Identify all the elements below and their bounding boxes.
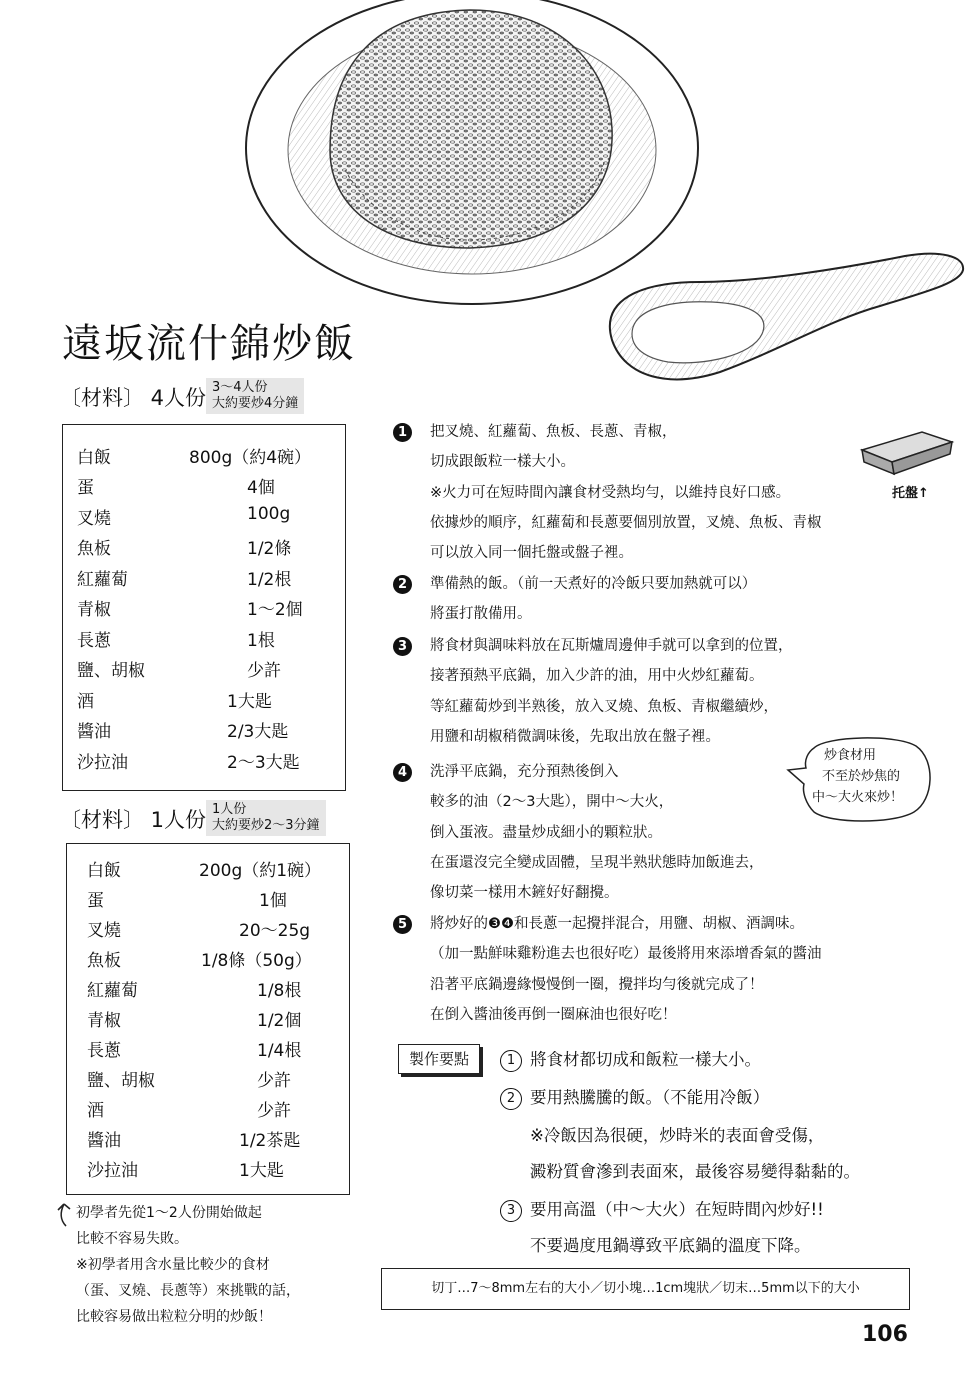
ingredients-4-note: 3～4人份 大約要炒4分鐘 <box>206 378 304 414</box>
ingredient-row: 鹽、胡椒 少許 <box>87 1071 291 1091</box>
beginner-note-line: （蛋、叉燒、長蔥等）來挑戰的話， <box>76 1283 300 1299</box>
ingredient-row: 蛋 4個 <box>77 478 275 498</box>
ingredient-row: 紅蘿蔔 1/2根 <box>77 570 292 590</box>
ingredient-row: 醬油 1/2茶匙 <box>87 1131 301 1151</box>
ingredient-row: 長蔥 1/4根 <box>87 1041 302 1061</box>
ingredient-row: 紅蘿蔔 1/8根 <box>87 981 302 1001</box>
beginner-note-line: 初學者先從1～2人份開始做起 <box>76 1205 262 1221</box>
tray-label: 托盤↑ <box>892 486 929 501</box>
tip-item: ※冷飯因為很硬，炒時米的表面會受傷， <box>530 1126 825 1145</box>
ingredients-1-box <box>66 843 350 1195</box>
tips-label: 製作要點 <box>398 1044 480 1074</box>
cut-definitions: 切丁…7～8mm左右的大小／切小塊…1cm塊狀／切末…5mm以下的大小 <box>381 1268 910 1310</box>
ingredient-row: 沙拉油 1大匙 <box>87 1161 284 1181</box>
page-title: 遠坂流什錦炒飯 <box>62 321 356 367</box>
beginner-note-line: 比較不容易失敗。 <box>76 1231 188 1247</box>
ingredient-row: 沙拉油 2～3大匙 <box>77 753 300 773</box>
ingredients-1-note: 1人份 大約要炒2～3分鐘 <box>206 800 326 836</box>
ingredient-row: 酒 少許 <box>87 1101 291 1121</box>
ingredients-4-box <box>62 424 346 791</box>
tip-item: 2 要用熱騰騰的飯。（不能用冷飯） <box>500 1084 769 1110</box>
ingredient-row: 魚板 1/2條 <box>77 539 292 559</box>
ingredient-row: 醬油 2/3大匙 <box>77 722 289 742</box>
tip-item: 澱粉質會滲到表面來，最後容易變得黏黏的。 <box>530 1162 860 1181</box>
page-number: 106 <box>862 1322 908 1347</box>
ingredient-row: 叉燒 100g <box>77 504 291 529</box>
speech-bubble: 炒食材用 不至於炒焦的 中～大火來炒！ <box>786 734 936 824</box>
fried-rice-mound <box>330 10 612 248</box>
ingredients-1-heading: 〔材料〕 1人份 <box>60 808 207 832</box>
ingredient-row: 長蔥 1根 <box>77 631 275 651</box>
beginner-note-line: 比較容易做出粒粒分明的炒飯！ <box>76 1309 272 1325</box>
spoon <box>610 254 963 380</box>
ingredient-row: 鹽、胡椒 少許 <box>77 661 281 681</box>
step-number: 5 <box>393 915 412 934</box>
ingredients-4-heading: 〔材料〕 4人份 <box>60 386 207 410</box>
step-number: 1 <box>393 423 412 442</box>
ingredient-row: 蛋 1個 <box>87 891 287 911</box>
ingredient-row: 青椒 1/2個 <box>87 1011 302 1031</box>
tip-item: 不要過度甩鍋導致平底鍋的溫度下降。 <box>530 1236 811 1255</box>
ingredient-row: 叉燒 20～25g <box>87 921 311 941</box>
tip-item: 3 要用高溫（中～大火）在短時間內炒好!! <box>500 1196 824 1222</box>
ingredient-row: 青椒 1～2個 <box>77 600 303 620</box>
arrow-up-icon <box>52 1200 76 1228</box>
step-number: 4 <box>393 763 412 782</box>
beginner-note-line: ※初學者用含水量比較少的食材 <box>76 1257 270 1273</box>
tip-item: 1 將食材都切成和飯粒一樣大小。 <box>500 1046 761 1072</box>
step-number: 3 <box>393 637 412 656</box>
step-number: 2 <box>393 575 412 594</box>
tray-icon <box>858 428 958 478</box>
ingredient-row: 酒 1大匙 <box>77 692 272 712</box>
ingredient-row: 白飯 800g（約4碗） <box>77 448 312 468</box>
ingredient-row: 魚板 1/8條（50g） <box>87 951 312 971</box>
ingredient-row: 白飯 200g（約1碗） <box>87 861 322 881</box>
